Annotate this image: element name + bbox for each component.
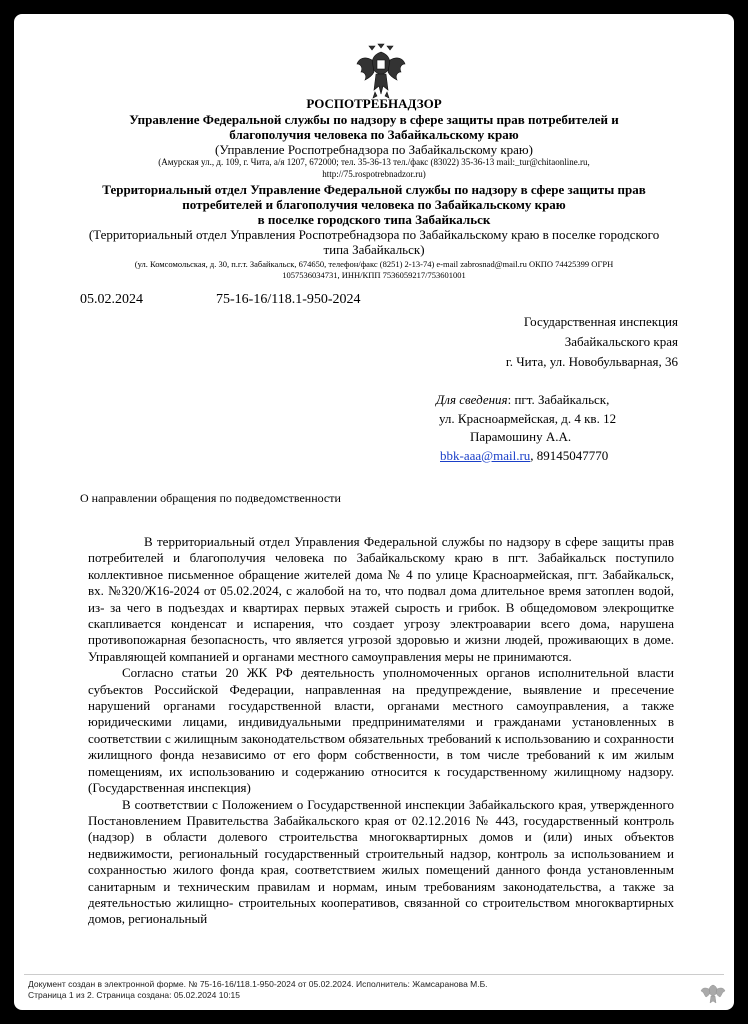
cc-line3: Парамошину А.А. <box>470 429 572 444</box>
body-paragraph-2: Согласно статьи 20 ЖК РФ деятельность уполномоченных органов исполнительной власти субъектов Российской Федерации, направленная на предупреждение, выявление и пресечение нарушений органами государственной власти, органами местного самоуправления, а также юридическими лицами, индивидуальными предпринимателями и гражданами установленных в соответствии с жилищным законодательством обязательных требований к использованию и сохранности жилищного фонда независимо от его форм собственности, в том числе требований к им жилым помещениям, их использованию и содержанию относится к государственному жилищному надзору. (Государственная инспекция) <box>88 665 674 796</box>
document-page <box>14 14 734 1010</box>
cc-block <box>436 391 616 465</box>
addressee-line3: г. Чита, ул. Новобульварная, 36 <box>505 354 678 369</box>
letter-body <box>88 534 674 928</box>
territorial-dept-short1: (Территориальный отдел Управления Роспотребнадзора по Забайкальскому краю в поселке городского <box>88 227 660 242</box>
addressee-line2: Забайкальского края <box>564 334 678 349</box>
territorial-dept-line2: потребителей и благополучия человека по Забайкальскому краю <box>182 197 566 212</box>
footer-line2: Страница 1 из 2. Страница создана: 05.02.2024 10:15 <box>28 990 241 1000</box>
cc-label: Для сведения <box>436 392 508 407</box>
agency-name: РОСПОТРЕБНАДЗОР <box>306 96 442 111</box>
department-name-line1: Управление Федеральной службы по надзору в сфере защиты прав потребителей и <box>129 112 619 127</box>
footer-emblem-icon <box>700 980 726 1006</box>
department-address-line2: http://75.rospotrebnadzor.ru) <box>322 169 426 179</box>
body-paragraph-1: В территориальный отдел Управления Федеральной службы по надзору в сфере защиты прав потребителей и благополучия человека по Забайкальскому краю в пгт. Забайкальск поступило коллективное письменное обращение жителей дома № 4 по улице Красноармейская, пгт. Забайкальск, вх. №320/Ж16-2024 от 05.02.2024, с жалобой на то, что подвал дома длительное время затоплен водой, из- за чего в подъездах и квартирах первых этажей сырость и грибок. В общедомовом элекрощитке скапливается конденсат и испарения, что создает угрозу электроаварии всего дома, нарушена противопожарная безопасность, что является угрозой здоровью и жизни людей, проживающих в доме. Управляющей компанией и органами местного самоуправления меры не принимаются. <box>88 534 674 664</box>
department-short-name: (Управление Роспотребнадзора по Забайкальскому краю) <box>215 142 533 157</box>
department-name-line2: благополучия человека по Забайкальскому краю <box>229 127 519 142</box>
territorial-dept-line3: в поселке городского типа Забайкальск <box>257 212 491 227</box>
footer <box>28 979 688 1001</box>
addressee-block <box>506 312 678 372</box>
territorial-dept-short2: типа Забайкальск) <box>323 242 425 257</box>
territorial-dept-address2: 1057536034731, ИНН/КПП 7536059217/753601001 <box>282 270 466 280</box>
cc-line2: ул. Красноармейская, д. 4 кв. 12 <box>439 410 617 426</box>
cc-phone: , 89145047770 <box>530 447 609 463</box>
territorial-dept-line1: Территориальный отдел Управление Федеральной службы по надзору в сфере защиты прав <box>102 182 646 197</box>
coat-of-arms-emblem <box>355 42 407 102</box>
addressee-line1: Государственная инспекция <box>523 314 678 329</box>
department-address-line1: (Амурская ул., д. 109, г. Чита, а/я 1207, 672000; тел. 35-36-13 тел./факс (83022) 35-36-13 mail:_tur@chitaonline.ru, <box>158 157 590 167</box>
footer-line1: Документ создан в электронной форме. № 75-16-16/118.1-950-2024 от 05.02.2024. Исполнитель: Жамсаранова М.Б. <box>28 979 488 989</box>
territorial-dept-address1: (ул. Комсомольская, д. 30, п.г.т. Забайкальск, 674650, телефон/факс (8251) 2-13-74) e-mail zabrosnad@mail.ru ОКПО 74425399 ОГРН <box>134 259 614 269</box>
letter-subject: О направлении обращения по подведомственности <box>80 491 341 505</box>
registration-number: 75-16-16/118.1-950-2024 <box>216 292 361 307</box>
cc-line1: : пгт. Забайкальск, <box>507 392 610 407</box>
footer-divider <box>24 974 724 975</box>
registration-date: 05.02.2024 <box>80 292 143 307</box>
body-paragraph-3: В соответствии с Положением о Государственной инспекции Забайкальского края, утвержденного Постановлением Правительства Забайкальского края от 02.12.2016 № 443, государственный контроль (надзор) в области долевого строительства многоквартирных домов и (или) иных объектов недвижимости, региональный государственный строительный надзор, контроль за использованием и сохранностью жилого фонда края, соответствием жилых помещений данного фонда установленным санитарным и техническим правилам и нормам, иным требованиям законодательства, а также за деятельностью жилищно- строительных кооперативов, связанной со строительством многоквартирных домов, региональный <box>88 796 674 927</box>
cc-email-link[interactable]: bbk-aaa@mail.ru <box>440 447 531 463</box>
